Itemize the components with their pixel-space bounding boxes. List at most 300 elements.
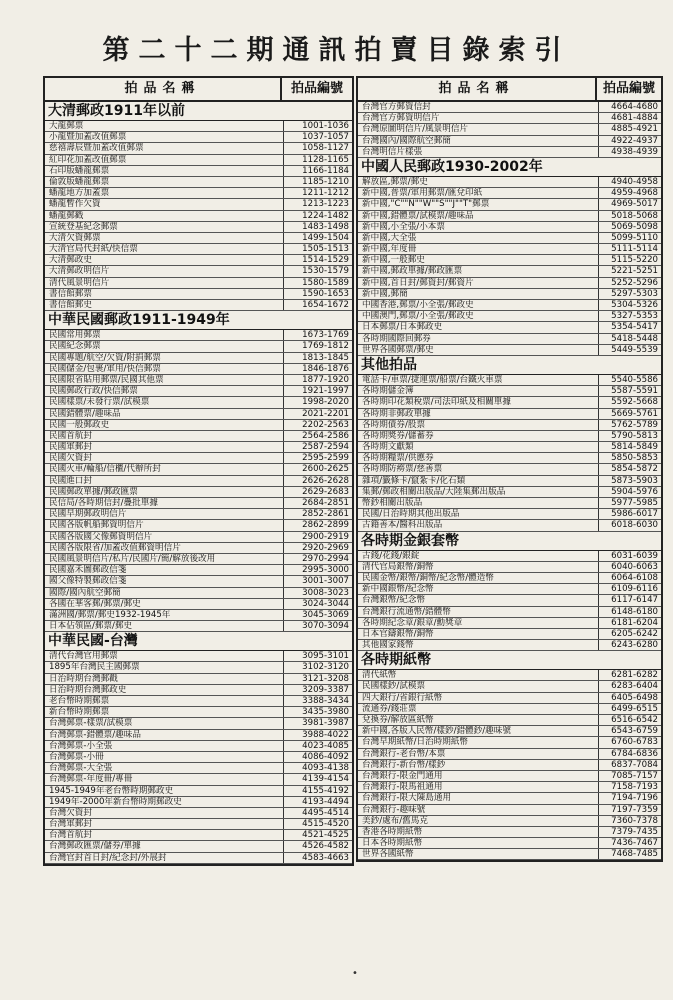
- item-name: 民國一般郵政史: [45, 420, 284, 430]
- item-name: 新中國,"C""N""W""S""J""T"郵票: [358, 199, 599, 209]
- item-name: 各時期防癆票/慈善票: [358, 464, 599, 474]
- item-name: 台灣官封首日封/紀念封/外展封: [45, 853, 284, 863]
- item-name: 世界各國紙幣: [358, 849, 599, 859]
- index-row: [45, 289, 352, 300]
- item-name: 各時期非郵政單據: [358, 409, 599, 419]
- index-row: [358, 551, 661, 562]
- index-row: [45, 685, 352, 696]
- item-code: 4938-4939: [611, 146, 658, 157]
- index-row: [45, 188, 352, 199]
- item-code: 3070-3094: [302, 621, 349, 632]
- item-name: 書信館郵史: [45, 300, 284, 310]
- item-name: 新台幣時期郵票: [45, 707, 284, 717]
- item-name: 日本各時期紙幣: [358, 838, 599, 848]
- index-row: [358, 782, 661, 793]
- item-code: 7194-7196: [611, 793, 658, 804]
- index-row: [45, 730, 352, 741]
- index-row: [45, 364, 352, 375]
- item-code: 1673-1769: [302, 330, 349, 341]
- item-code: 4969-5017: [611, 199, 658, 210]
- item-code: 7360-7378: [611, 815, 658, 826]
- index-row: [358, 520, 661, 531]
- item-name: 民國各版限省/加蓋改值郵資明信片: [45, 543, 284, 553]
- header-code: 拍品編號: [290, 81, 343, 96]
- item-code: 5354-5417: [611, 322, 658, 333]
- item-name: 台灣首航封: [45, 830, 284, 840]
- item-name: 各時期國際回郵券: [358, 334, 599, 344]
- item-name: 各時期債券/股票: [358, 420, 599, 430]
- item-name: 清代風景明信片: [45, 278, 284, 288]
- item-name: 清代官局銀幣/銅幣: [358, 562, 599, 572]
- page-mark: •: [352, 968, 358, 979]
- item-code: 1530-1579: [302, 266, 349, 277]
- item-code: 4495-4514: [302, 807, 349, 818]
- item-code: 2600-2625: [302, 464, 349, 475]
- item-name: 台灣郵票-樣票/試模票: [45, 718, 284, 728]
- item-code: 1224-1482: [302, 210, 349, 221]
- item-name: 台灣郵政匯票/儲券/單據: [45, 841, 284, 851]
- index-row: [45, 853, 352, 864]
- item-name: 台灣郵票-錯體票/趣味品: [45, 730, 284, 740]
- item-code: 4139-4154: [302, 774, 349, 785]
- item-code: 4583-4663: [302, 852, 349, 863]
- index-row: [45, 498, 352, 509]
- index-row: [358, 573, 661, 584]
- index-row: [358, 681, 661, 692]
- item-name: 新中國,郵政單據/郵政匯票: [358, 266, 599, 276]
- item-name: 新中國,各版人民幣/樣鈔/錯體鈔/趣味號: [358, 726, 599, 736]
- item-code: 1921-1997: [302, 386, 349, 397]
- item-name: 民國郵政行政/快信郵票: [45, 386, 284, 396]
- item-name: 新中國,一般郵史: [358, 255, 599, 265]
- item-code: 6516-6542: [611, 715, 658, 725]
- index-row: [358, 409, 661, 420]
- index-row: [358, 322, 661, 333]
- item-name: 台灣欠資封: [45, 808, 284, 818]
- index-row: [45, 696, 352, 707]
- item-name: 古錢/花錢/銀錠: [358, 551, 599, 561]
- item-code: 1654-1672: [302, 300, 349, 310]
- item-code: 4515-4520: [302, 819, 349, 830]
- item-name: 民國金幣/銀幣/銅幣/紀念幣/體造幣: [358, 573, 599, 583]
- item-name: 民國進口封: [45, 476, 284, 486]
- header-name: 拍品名稱: [358, 78, 597, 100]
- item-name: 新中國銀幣/紀念幣: [358, 584, 599, 594]
- index-row: [358, 244, 661, 255]
- index-row: [358, 211, 661, 222]
- item-name: 民國樣鈔/試模票: [358, 681, 599, 691]
- index-row: [45, 707, 352, 718]
- item-code: 3024-3044: [302, 598, 349, 609]
- index-row: [358, 311, 661, 322]
- item-name: 雜項/籤條卡/竄紮卡/化石類: [358, 476, 599, 486]
- item-code: 3988-4022: [302, 729, 349, 740]
- item-code: 7468-7485: [611, 849, 658, 860]
- item-name: 民國嘉禾圖郵政信箋: [45, 565, 284, 575]
- index-row: [45, 132, 352, 143]
- index-row: [358, 838, 661, 849]
- index-row: [45, 476, 352, 487]
- item-code: 5854-5872: [611, 464, 658, 475]
- item-code: 6064-6108: [611, 572, 658, 583]
- item-code: 1213-1223: [302, 199, 349, 210]
- item-name: 書信館郵票: [45, 289, 284, 299]
- item-name: 台灣早期紙幣/日治時期紙幣: [358, 737, 599, 747]
- index-row: [358, 498, 661, 509]
- section-title: 各時期金銀套幣: [358, 532, 661, 551]
- index-row: [45, 244, 352, 255]
- index-row: [358, 334, 661, 345]
- item-code: 5669-5761: [611, 408, 658, 419]
- index-row: [45, 841, 352, 852]
- column-body-right: [358, 102, 661, 860]
- index-column-left: [43, 76, 354, 866]
- index-row: [358, 386, 661, 397]
- item-code: 5762-5789: [611, 419, 658, 430]
- item-code: 1499-1504: [302, 232, 349, 243]
- index-row: [45, 233, 352, 244]
- index-row: [45, 155, 352, 166]
- item-code: 7436-7467: [611, 838, 658, 849]
- index-row: [45, 662, 352, 673]
- item-code: 2995-3000: [302, 565, 349, 576]
- item-code: 4664-4680: [611, 102, 658, 112]
- item-code: 2595-2599: [302, 453, 349, 464]
- item-code: 1998-2020: [302, 397, 349, 408]
- item-name: 大清郵政史: [45, 255, 284, 265]
- item-name: 民國各版國父像郵資明信片: [45, 532, 284, 542]
- item-name: 各時期紀念章/銀章/勳獎章: [358, 618, 599, 628]
- item-code: 4681-4884: [611, 113, 658, 124]
- item-name: 大清官局代封紙/快信票: [45, 244, 284, 254]
- item-code: 1590-1653: [302, 288, 349, 299]
- index-row: [45, 409, 352, 420]
- index-row: [358, 827, 661, 838]
- item-code: 6117-6147: [611, 595, 658, 606]
- index-row: [358, 442, 661, 453]
- item-name: 新中國,錯體票/試模票/趣味品: [358, 211, 599, 221]
- item-name: 蟠龍暫作欠資: [45, 199, 284, 209]
- index-row: [45, 211, 352, 222]
- header-name: 拍品名稱: [45, 78, 282, 100]
- index-row: [45, 543, 352, 554]
- item-code: 5418-5448: [611, 333, 658, 344]
- item-name: 各時期獎券/儲蓄券: [358, 431, 599, 441]
- item-name: 民國各版帆船郵資明信片: [45, 520, 284, 530]
- index-row: [358, 188, 661, 199]
- item-name: 民國風景明信片/私片/民國片/簡/解放後改用: [45, 554, 284, 564]
- item-name: 台灣銀行-限金門通用: [358, 771, 599, 781]
- item-code: 5814-5849: [611, 442, 658, 453]
- item-code: 2970-2994: [302, 553, 349, 564]
- index-row: [45, 610, 352, 621]
- item-code: 4086-4092: [302, 751, 349, 762]
- item-name: 日治時期台灣郵戳: [45, 674, 284, 684]
- item-name: 台灣銀行-趣味號: [358, 805, 599, 815]
- index-row: [358, 715, 661, 726]
- column-header: [358, 78, 661, 102]
- item-name: 台灣明信片樣張: [358, 147, 599, 157]
- index-row: [45, 599, 352, 610]
- item-name: 國父像特製郵政信箋: [45, 576, 284, 586]
- item-name: 清代紙幣: [358, 670, 599, 680]
- item-name: 民國限省貼用郵票/民國其他票: [45, 375, 284, 385]
- item-name: 民國儲金/包裹/軍用/快信郵票: [45, 364, 284, 374]
- item-name: 台灣郵票-小全張: [45, 741, 284, 751]
- index-row: [358, 222, 661, 233]
- item-name: 中國澳門,郵票/小全張/郵政史: [358, 311, 599, 321]
- item-name: 宣統登基紀念郵票: [45, 222, 284, 232]
- item-name: 清代台灣官用郵票: [45, 651, 284, 661]
- index-row: [358, 464, 661, 475]
- index-row: [358, 562, 661, 573]
- item-code: 3121-3208: [302, 673, 349, 684]
- item-code: 1037-1057: [302, 132, 349, 143]
- index-row: [358, 431, 661, 442]
- item-code: 2021-2201: [302, 408, 349, 419]
- item-code: 4193-4494: [302, 796, 349, 807]
- item-name: 新中國,郵簡: [358, 289, 599, 299]
- item-name: 流通券/錢莊票: [358, 704, 599, 714]
- item-code: 4023-4085: [302, 740, 349, 751]
- item-code: 6018-6030: [611, 520, 658, 531]
- index-row: [358, 266, 661, 277]
- index-row: [45, 177, 352, 188]
- item-name: 台灣銀幣/紀念幣: [358, 595, 599, 605]
- item-code: 5297-5303: [611, 288, 658, 299]
- item-code: 4521-4525: [302, 830, 349, 841]
- item-name: 古籍善本/醫科出版品: [358, 520, 599, 530]
- item-name: 石印版蟠龍郵票: [45, 166, 284, 176]
- item-name: 民國常用郵票: [45, 330, 284, 340]
- section-title: 大清郵政1911年以前: [45, 102, 352, 121]
- index-row: [45, 819, 352, 830]
- column-body-left: [45, 102, 352, 864]
- index-row: [358, 771, 661, 782]
- index-row: [358, 760, 661, 771]
- index-row: [45, 375, 352, 386]
- item-code: 5790-5813: [611, 430, 658, 441]
- item-name: 台灣國內/國際航空郵簡: [358, 136, 599, 146]
- item-name: 1895年台灣民主國郵票: [45, 662, 284, 672]
- index-row: [45, 554, 352, 565]
- item-code: 6543-6759: [611, 726, 658, 737]
- item-name: 民國紀念郵票: [45, 341, 284, 351]
- index-row: [45, 222, 352, 233]
- item-code: 5115-5220: [611, 255, 658, 266]
- item-code: 5904-5976: [611, 486, 658, 497]
- index-row: [45, 464, 352, 475]
- item-name: 台灣郵票-小冊: [45, 752, 284, 762]
- item-code: 2626-2628: [302, 475, 349, 486]
- item-name: 各國在華客郵/郵票/郵史: [45, 599, 284, 609]
- item-name: 台灣銀行-限大陳島通用: [358, 793, 599, 803]
- index-row: [45, 786, 352, 797]
- index-row: [358, 113, 661, 124]
- item-name: 台灣銀行-新台幣/樣鈔: [358, 760, 599, 770]
- item-code: 4940-4958: [611, 176, 658, 187]
- index-row: [45, 386, 352, 397]
- item-code: 4526-4582: [302, 841, 349, 852]
- item-name: 其他國家錢幣: [358, 640, 599, 650]
- item-name: 倫敦版蟠龍郵票: [45, 177, 284, 187]
- index-row: [358, 816, 661, 827]
- index-row: [358, 453, 661, 464]
- item-code: 1483-1498: [302, 221, 349, 232]
- index-row: [358, 693, 661, 704]
- item-name: 1945-1949年老台幣時期郵政史: [45, 786, 284, 796]
- item-name: 小龍暨加蓋改值郵票: [45, 132, 284, 142]
- index-row: [45, 266, 352, 277]
- item-code: 3388-3434: [302, 696, 349, 706]
- item-code: 5111-5114: [611, 244, 658, 255]
- index-row: [45, 621, 352, 632]
- index-row: [358, 345, 661, 356]
- item-name: 各時期糧票/供應券: [358, 453, 599, 463]
- index-row: [45, 774, 352, 785]
- item-name: 解放區,郵票/郵史: [358, 177, 599, 187]
- item-code: 1001-1036: [302, 121, 349, 131]
- item-name: 民國欠資封: [45, 453, 284, 463]
- index-row: [45, 353, 352, 364]
- index-row: [358, 737, 661, 748]
- index-row: [45, 442, 352, 453]
- item-name: 台灣銀行-老台幣/本票: [358, 749, 599, 759]
- item-name: 國際/國內航空郵簡: [45, 588, 284, 598]
- index-row: [358, 278, 661, 289]
- item-code: 1128-1165: [302, 154, 349, 165]
- item-name: 大龍郵票: [45, 121, 284, 131]
- item-name: 台灣郵票-大全張: [45, 763, 284, 773]
- item-code: 6760-6783: [611, 737, 658, 748]
- index-row: [358, 147, 661, 158]
- item-code: 7197-7359: [611, 804, 658, 815]
- item-code: 6040-6063: [611, 561, 658, 572]
- index-row: [45, 808, 352, 819]
- index-row: [45, 651, 352, 662]
- item-code: 1211-1212: [302, 188, 349, 199]
- item-name: 大清欠資郵票: [45, 233, 284, 243]
- item-name: 四大銀行/省銀行紙幣: [358, 693, 599, 703]
- item-code: 1846-1876: [302, 363, 349, 374]
- item-code: 3095-3101: [302, 651, 349, 662]
- index-row: [358, 487, 661, 498]
- index-row: [358, 629, 661, 640]
- item-name: 民國錯體票/趣味品: [45, 409, 284, 419]
- item-name: 民國專題/航空/欠資/附捐郵票: [45, 353, 284, 363]
- index-row: [45, 487, 352, 498]
- index-row: [45, 166, 352, 177]
- index-row: [45, 121, 352, 132]
- item-code: 6784-6836: [611, 748, 658, 759]
- item-code: 6181-6204: [611, 617, 658, 628]
- item-code: 3981-3987: [302, 718, 349, 729]
- item-code: 5540-5586: [611, 374, 658, 385]
- item-name: 各時期儲金簿: [358, 386, 599, 396]
- item-code: 5977-5985: [611, 498, 658, 508]
- index-row: [45, 565, 352, 576]
- item-code: 2900-2919: [302, 531, 349, 542]
- item-name: 日治時期台灣郵政史: [45, 685, 284, 695]
- item-code: 6031-6039: [611, 550, 658, 561]
- index-row: [358, 793, 661, 804]
- item-name: 老台幣時期郵票: [45, 696, 284, 706]
- item-code: 5327-5353: [611, 311, 658, 322]
- item-code: 1580-1589: [302, 277, 349, 288]
- item-name: 民信局/各時期信封/疊批單據: [45, 498, 284, 508]
- header-code: 拍品編號: [602, 81, 655, 96]
- index-row: [358, 670, 661, 681]
- item-code: 2920-2969: [302, 542, 349, 553]
- item-code: 3435-3980: [302, 707, 349, 718]
- index-row: [358, 289, 661, 300]
- item-code: 3001-3007: [302, 576, 349, 587]
- item-code: 6109-6116: [611, 584, 658, 595]
- item-name: 民國早期郵政明信片: [45, 509, 284, 519]
- item-name: 香港各時期紙幣: [358, 827, 599, 837]
- item-name: 世界各國郵票/郵史: [358, 345, 599, 355]
- item-code: 6205-6242: [611, 628, 658, 639]
- item-code: 2629-2683: [302, 486, 349, 497]
- item-code: 2202-2563: [302, 419, 349, 430]
- item-name: 民國首航封: [45, 431, 284, 441]
- item-name: 台灣官方郵資明信片: [358, 113, 599, 123]
- section-title: 中華民國郵政1911-1949年: [45, 311, 352, 330]
- index-row: [45, 576, 352, 587]
- item-name: 大清郵政明信片: [45, 266, 284, 276]
- item-name: 蟠龍郵戳: [45, 211, 284, 221]
- item-name: 台灣銀行-限馬祖通用: [358, 782, 599, 792]
- item-code: 5304-5326: [611, 300, 658, 310]
- item-name: 美鈔/處布/舊馬克: [358, 816, 599, 826]
- section-title: 中國人民郵政1930-2002年: [358, 158, 661, 177]
- item-code: 5592-5668: [611, 397, 658, 408]
- section-title: 各時期紙幣: [358, 651, 661, 670]
- item-code: 1813-1845: [302, 352, 349, 363]
- item-name: 滿洲國/郵票/郵史1932-1945年: [45, 610, 284, 620]
- index-row: [45, 718, 352, 729]
- index-row: [358, 476, 661, 487]
- item-code: 5069-5098: [611, 221, 658, 232]
- item-code: 6243-6280: [611, 640, 658, 651]
- page-title: 第二十二期通訊拍賣目錄索引: [102, 35, 571, 66]
- item-code: 5449-5539: [611, 344, 658, 355]
- item-code: 4885-4921: [611, 124, 658, 135]
- index-row: [358, 255, 661, 266]
- item-code: 5587-5591: [611, 386, 658, 397]
- index-row: [45, 330, 352, 341]
- item-code: 5986-6017: [611, 509, 658, 520]
- item-name: 民國/日治時期其他出版品: [358, 509, 599, 519]
- item-name: 台灣銀行流通幣/錯體幣: [358, 607, 599, 617]
- item-code: 7158-7193: [611, 782, 658, 793]
- index-row: [45, 431, 352, 442]
- index-row: [358, 397, 661, 408]
- item-code: 5252-5296: [611, 277, 658, 288]
- index-row: [45, 300, 352, 311]
- item-name: 新中國,大全張: [358, 233, 599, 243]
- item-code: 2684-2851: [302, 498, 349, 508]
- item-code: 3102-3120: [302, 662, 349, 673]
- index-row: [358, 233, 661, 244]
- index-row: [45, 763, 352, 774]
- index-row: [358, 618, 661, 629]
- item-code: 5099-5110: [611, 232, 658, 243]
- item-code: 5018-5068: [611, 210, 658, 221]
- item-name: 台灣官方郵資信封: [358, 102, 599, 112]
- index-row: [45, 199, 352, 210]
- item-code: 5221-5251: [611, 266, 658, 277]
